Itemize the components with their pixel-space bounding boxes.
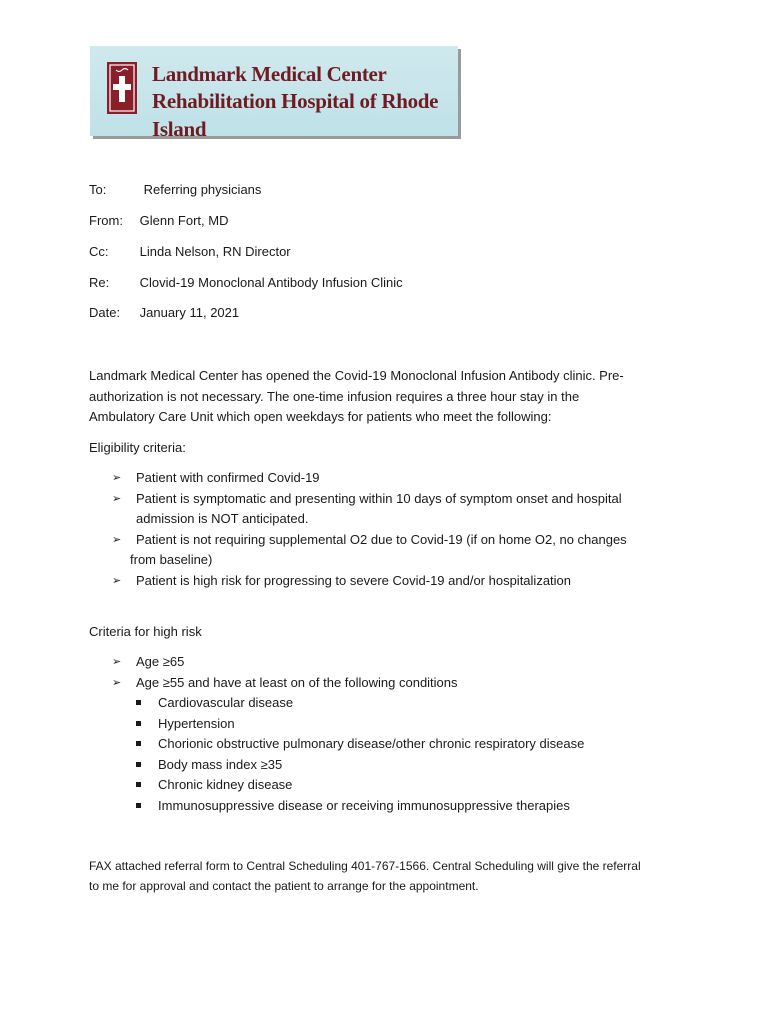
list-item: ➢ Patient is high risk for progressing to severe Covid-19 and/or hospitalization (136, 571, 676, 592)
arrow-bullet-icon: ➢ (112, 472, 122, 484)
intro-line: Landmark Medical Center has opened the Covid-19 Monoclonal Infusion Antibody clinic. Pre- (89, 368, 624, 383)
footer-paragraph (89, 856, 689, 896)
list-item: ➢ Age ≥65 (136, 652, 676, 673)
footer-line: FAX attached referral form to Central Scheduling 401-767-1566. Central Scheduling will give the referral (89, 859, 641, 873)
memo-from-label: From: (89, 213, 123, 228)
memo-date-value: January 11, 2021 (139, 305, 240, 320)
letterhead-title (152, 61, 458, 143)
memo-re-label: Re: (89, 275, 110, 290)
arrow-bullet-icon: ➢ (112, 676, 122, 689)
footer-line: to me for approval and contact the patient to arrange for the appointment. (89, 879, 479, 893)
conditions-list (158, 693, 678, 816)
memo-re-value: Clovid-19 Monoclonal Antibody Infusion Clinic (139, 275, 403, 290)
eligibility-heading: Eligibility criteria: (89, 440, 186, 455)
memo-cc-value: Linda Nelson, RN Director (139, 244, 291, 259)
square-bullet-icon (136, 741, 141, 746)
square-bullet-icon (136, 803, 141, 808)
list-item: ➢ Patient is not requiring supplemental O2 due to Covid-19 (if on home O2, no changes from baseline) (112, 531, 627, 567)
memo-from (89, 213, 228, 229)
eligibility-list (112, 468, 676, 591)
list-item: ➢ Patient with confirmed Covid-19 (136, 468, 676, 489)
list-item: ➢ Patient is symptomatic and presenting within 10 days of symptom onset and hospital admission is NOT anticipated. (112, 490, 622, 526)
arrow-bullet-icon: ➢ (112, 574, 122, 587)
memo-re (89, 275, 403, 291)
organization-name: Landmark Medical Center (152, 62, 387, 86)
square-bullet-icon (136, 721, 141, 726)
list-item: Chorionic obstructive pulmonary disease/other chronic respiratory disease (158, 734, 678, 755)
high-risk-list (112, 652, 676, 693)
memo-from-value: Glenn Fort, MD (139, 213, 229, 228)
list-item: ➢ Age ≥55 and have at least on of the following conditions (136, 673, 676, 694)
memo-to (89, 182, 261, 198)
high-risk-heading: Criteria for high risk (89, 624, 202, 639)
list-item: Hypertension (158, 714, 678, 735)
intro-line: authorization is not necessary. The one-time infusion requires a three hour stay in the (89, 388, 580, 404)
intro-line: Ambulatory Care Unit which open weekdays for patients who meet the following: (89, 409, 552, 424)
list-item: Immunosuppressive disease or receiving immunosuppressive therapies (158, 796, 678, 817)
memo-date (89, 305, 239, 321)
organization-subtitle: Rehabilitation Hospital of Rhode Island (152, 89, 439, 141)
list-item: Body mass index ≥35 (158, 755, 678, 776)
memo-to-value: Referring physicians (143, 182, 262, 197)
square-bullet-icon (136, 700, 141, 705)
list-item: Cardiovascular disease (158, 693, 678, 714)
square-bullet-icon (136, 762, 141, 767)
list-item: Chronic kidney disease (158, 775, 678, 796)
hospital-cross-logo (107, 62, 137, 114)
intro-paragraph (89, 366, 669, 428)
memo-to-label: To: (89, 182, 107, 197)
letterhead-banner (90, 46, 458, 141)
arrow-bullet-icon: ➢ (112, 656, 122, 668)
memo-cc-label: Cc: (89, 244, 109, 259)
arrow-bullet-icon: ➢ (112, 533, 122, 546)
memo-date-label: Date: (89, 305, 121, 320)
arrow-bullet-icon: ➢ (112, 492, 122, 505)
memo-cc (89, 244, 291, 260)
square-bullet-icon (136, 782, 141, 787)
